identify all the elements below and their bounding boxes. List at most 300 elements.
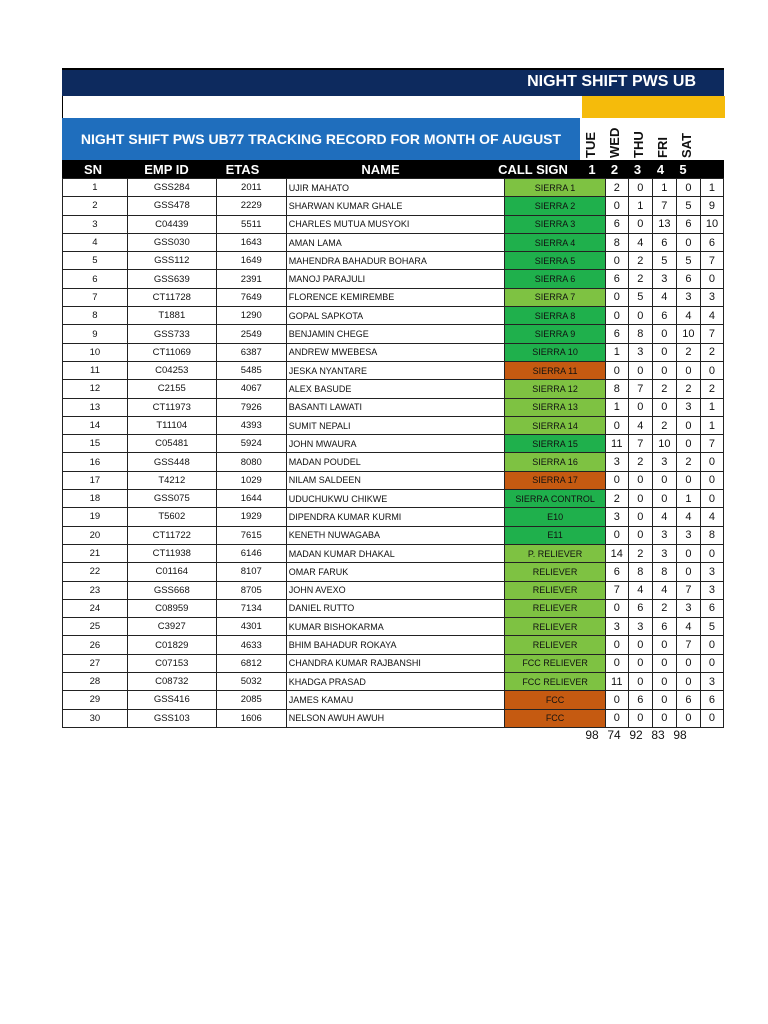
row-name: BENJAMIN CHEGE	[286, 325, 505, 343]
row-etas: 4633	[216, 636, 286, 654]
row-day-2: 4	[628, 581, 652, 599]
row-day-2: 2	[628, 544, 652, 562]
row-day-4: 4	[676, 508, 700, 526]
row-emp-id: C07153	[127, 654, 216, 672]
row-emp-id: C08959	[127, 599, 216, 617]
row-call-sign: FCC RELIEVER	[505, 654, 605, 672]
row-sn: 13	[63, 398, 128, 416]
spacer-row	[62, 96, 724, 118]
row-day-3: 2	[652, 380, 676, 398]
row-day-4: 4	[676, 618, 700, 636]
row-sn: 23	[63, 581, 128, 599]
row-name: CHANDRA KUMAR RAJBANSHI	[286, 654, 505, 672]
row-day-4: 0	[676, 673, 700, 691]
row-name: NELSON AWUH AWUH	[286, 709, 505, 727]
row-name: AMAN LAMA	[286, 233, 505, 251]
table-row	[63, 508, 724, 526]
row-day-3: 2	[652, 416, 676, 434]
row-emp-id: C2155	[127, 380, 216, 398]
row-call-sign: FCC RELIEVER	[505, 673, 605, 691]
table-row	[63, 398, 724, 416]
row-call-sign: RELIEVER	[505, 581, 605, 599]
row-day-3: 5	[652, 252, 676, 270]
col-emp-id: EMP ID	[144, 161, 189, 177]
row-call-sign: SIERRA 8	[505, 307, 605, 325]
row-day-1: 6	[605, 215, 628, 233]
row-call-sign: SIERRA 11	[505, 361, 605, 379]
row-day-1: 3	[605, 618, 628, 636]
row-etas: 8107	[216, 563, 286, 581]
row-etas: 6387	[216, 343, 286, 361]
column-header-row	[62, 160, 724, 178]
row-day-3: 3	[652, 544, 676, 562]
row-etas: 2011	[216, 179, 286, 197]
row-day-5: 0	[700, 654, 723, 672]
row-name: ANDREW MWEBESA	[286, 343, 505, 361]
row-emp-id: GSS639	[127, 270, 216, 288]
total-day-5: 98	[673, 727, 687, 742]
table-row	[63, 343, 724, 361]
total-day-2: 74	[607, 727, 621, 742]
row-day-2: 0	[628, 361, 652, 379]
row-day-4: 10	[676, 325, 700, 343]
row-day-4: 0	[676, 563, 700, 581]
row-emp-id: GSS103	[127, 709, 216, 727]
day-label-thu: THU	[631, 131, 646, 158]
row-etas: 6812	[216, 654, 286, 672]
row-day-3: 0	[652, 398, 676, 416]
row-emp-id: GSS075	[127, 490, 216, 508]
row-day-1: 2	[605, 490, 628, 508]
row-day-3: 1	[652, 179, 676, 197]
row-day-2: 0	[628, 490, 652, 508]
row-day-5: 0	[700, 709, 723, 727]
row-day-2: 0	[628, 179, 652, 197]
row-etas: 4067	[216, 380, 286, 398]
row-day-2: 0	[628, 673, 652, 691]
row-day-5: 0	[700, 544, 723, 562]
row-day-1: 8	[605, 380, 628, 398]
row-day-2: 0	[628, 709, 652, 727]
row-sn: 12	[63, 380, 128, 398]
row-sn: 2	[63, 197, 128, 215]
row-day-1: 14	[605, 544, 628, 562]
row-name: OMAR FARUK	[286, 563, 505, 581]
row-day-3: 7	[652, 197, 676, 215]
row-day-5: 7	[700, 435, 723, 453]
row-day-3: 6	[652, 233, 676, 251]
row-name: NILAM SALDEEN	[286, 471, 505, 489]
row-day-5: 4	[700, 508, 723, 526]
row-name: JESKA NYANTARE	[286, 361, 505, 379]
row-day-1: 0	[605, 361, 628, 379]
row-sn: 16	[63, 453, 128, 471]
table-row	[63, 307, 724, 325]
row-name: CHARLES MUTUA MUSYOKI	[286, 215, 505, 233]
row-call-sign: SIERRA CONTROL	[505, 490, 605, 508]
row-sn: 20	[63, 526, 128, 544]
table-row	[63, 453, 724, 471]
row-day-2: 2	[628, 252, 652, 270]
row-emp-id: GSS478	[127, 197, 216, 215]
row-name: ALEX BASUDE	[286, 380, 505, 398]
row-day-4: 3	[676, 599, 700, 617]
row-day-4: 0	[676, 416, 700, 434]
row-day-4: 6	[676, 270, 700, 288]
row-day-5: 8	[700, 526, 723, 544]
row-day-4: 6	[676, 215, 700, 233]
row-day-2: 4	[628, 416, 652, 434]
row-day-3: 0	[652, 343, 676, 361]
row-day-4: 0	[676, 709, 700, 727]
row-day-5: 0	[700, 490, 723, 508]
row-day-3: 0	[652, 673, 676, 691]
row-day-2: 6	[628, 599, 652, 617]
row-day-1: 0	[605, 636, 628, 654]
row-emp-id: GSS668	[127, 581, 216, 599]
row-day-2: 2	[628, 453, 652, 471]
day-label-fri: FRI	[655, 137, 670, 158]
row-day-2: 7	[628, 435, 652, 453]
row-day-2: 0	[628, 526, 652, 544]
top-title: NIGHT SHIFT PWS UB	[527, 73, 696, 90]
row-etas: 2229	[216, 197, 286, 215]
row-name: UJIR MAHATO	[286, 179, 505, 197]
row-name: GOPAL SAPKOTA	[286, 307, 505, 325]
row-day-5: 3	[700, 581, 723, 599]
row-call-sign: SIERRA 3	[505, 215, 605, 233]
row-day-2: 0	[628, 471, 652, 489]
row-day-1: 0	[605, 691, 628, 709]
row-day-2: 0	[628, 636, 652, 654]
row-day-1: 3	[605, 508, 628, 526]
row-etas: 4301	[216, 618, 286, 636]
table-row	[63, 691, 724, 709]
row-day-5: 7	[700, 252, 723, 270]
row-etas: 1649	[216, 252, 286, 270]
row-day-1: 8	[605, 233, 628, 251]
row-name: FLORENCE KEMIREMBE	[286, 288, 505, 306]
row-call-sign: SIERRA 17	[505, 471, 605, 489]
row-day-2: 0	[628, 508, 652, 526]
totals-row	[581, 728, 724, 742]
row-call-sign: SIERRA 13	[505, 398, 605, 416]
table-row	[63, 233, 724, 251]
row-call-sign: SIERRA 16	[505, 453, 605, 471]
row-day-4: 5	[676, 252, 700, 270]
row-etas: 2549	[216, 325, 286, 343]
day-label-sat: SAT	[679, 132, 694, 158]
row-name: KUMAR BISHOKARMA	[286, 618, 505, 636]
row-emp-id: GSS416	[127, 691, 216, 709]
row-etas: 1290	[216, 307, 286, 325]
row-day-2: 4	[628, 233, 652, 251]
row-sn: 14	[63, 416, 128, 434]
row-sn: 18	[63, 490, 128, 508]
row-day-5: 6	[700, 691, 723, 709]
row-etas: 2085	[216, 691, 286, 709]
row-day-1: 0	[605, 307, 628, 325]
row-emp-id: T1881	[127, 307, 216, 325]
row-name: JOHN MWAURA	[286, 435, 505, 453]
row-emp-id: C01164	[127, 563, 216, 581]
row-day-1: 0	[605, 654, 628, 672]
row-etas: 2391	[216, 270, 286, 288]
table-row	[63, 654, 724, 672]
row-name: SHARWAN KUMAR GHALE	[286, 197, 505, 215]
row-day-3: 0	[652, 471, 676, 489]
row-emp-id: C05481	[127, 435, 216, 453]
table-row	[63, 636, 724, 654]
row-emp-id: CT11938	[127, 544, 216, 562]
table-row	[63, 252, 724, 270]
row-day-3: 4	[652, 581, 676, 599]
row-day-2: 1	[628, 197, 652, 215]
row-day-3: 2	[652, 599, 676, 617]
row-sn: 5	[63, 252, 128, 270]
row-day-3: 10	[652, 435, 676, 453]
table-row	[63, 526, 724, 544]
total-day-1: 98	[585, 727, 599, 742]
row-day-4: 6	[676, 691, 700, 709]
row-day-3: 8	[652, 563, 676, 581]
row-sn: 26	[63, 636, 128, 654]
row-etas: 5485	[216, 361, 286, 379]
row-day-4: 0	[676, 654, 700, 672]
row-sn: 29	[63, 691, 128, 709]
row-sn: 24	[63, 599, 128, 617]
row-etas: 6146	[216, 544, 286, 562]
row-etas: 8705	[216, 581, 286, 599]
row-call-sign: SIERRA 1	[505, 179, 605, 197]
main-title: NIGHT SHIFT PWS UB77 TRACKING RECORD FOR MONTH OF AUGUST	[62, 118, 580, 160]
row-etas: 5924	[216, 435, 286, 453]
row-day-4: 0	[676, 179, 700, 197]
row-day-4: 5	[676, 197, 700, 215]
row-sn: 10	[63, 343, 128, 361]
row-etas: 1606	[216, 709, 286, 727]
table-row	[63, 435, 724, 453]
row-day-1: 0	[605, 526, 628, 544]
row-name: JOHN AVEXO	[286, 581, 505, 599]
row-emp-id: C01829	[127, 636, 216, 654]
row-emp-id: C04439	[127, 215, 216, 233]
table-row	[63, 490, 724, 508]
row-emp-id: T11104	[127, 416, 216, 434]
table-row	[63, 361, 724, 379]
row-day-4: 7	[676, 636, 700, 654]
row-day-2: 8	[628, 325, 652, 343]
row-day-5: 0	[700, 636, 723, 654]
row-emp-id: T4212	[127, 471, 216, 489]
row-name: JAMES KAMAU	[286, 691, 505, 709]
row-etas: 7649	[216, 288, 286, 306]
total-day-4: 83	[651, 727, 665, 742]
row-call-sign: FCC	[505, 709, 605, 727]
row-day-1: 0	[605, 471, 628, 489]
tracking-sheet	[62, 68, 724, 742]
table-row	[63, 471, 724, 489]
row-day-3: 0	[652, 325, 676, 343]
row-day-3: 0	[652, 691, 676, 709]
row-call-sign: SIERRA 9	[505, 325, 605, 343]
row-day-1: 0	[605, 599, 628, 617]
row-call-sign: SIERRA 2	[505, 197, 605, 215]
row-sn: 9	[63, 325, 128, 343]
row-sn: 28	[63, 673, 128, 691]
col-call-sign: CALL SIGN	[498, 161, 568, 177]
row-day-4: 7	[676, 581, 700, 599]
row-emp-id: CT11722	[127, 526, 216, 544]
row-day-4: 2	[676, 380, 700, 398]
row-sn: 1	[63, 179, 128, 197]
row-emp-id: CT11069	[127, 343, 216, 361]
row-day-4: 0	[676, 544, 700, 562]
row-sn: 30	[63, 709, 128, 727]
row-day-1: 3	[605, 453, 628, 471]
row-sn: 11	[63, 361, 128, 379]
table-row	[63, 581, 724, 599]
row-sn: 8	[63, 307, 128, 325]
col-etas: ETAS	[225, 161, 260, 177]
row-day-5: 3	[700, 673, 723, 691]
row-day-4: 1	[676, 490, 700, 508]
row-name: SUMIT NEPALI	[286, 416, 505, 434]
col-day-2: 2	[610, 161, 619, 177]
table-row	[63, 673, 724, 691]
col-sn: SN	[83, 161, 103, 177]
row-day-3: 3	[652, 526, 676, 544]
row-day-4: 0	[676, 435, 700, 453]
row-day-2: 8	[628, 563, 652, 581]
row-name: UDUCHUKWU CHIKWE	[286, 490, 505, 508]
row-sn: 25	[63, 618, 128, 636]
col-day-3: 3	[633, 161, 642, 177]
row-day-3: 4	[652, 508, 676, 526]
row-sn: 6	[63, 270, 128, 288]
row-day-5: 6	[700, 599, 723, 617]
row-day-4: 3	[676, 398, 700, 416]
row-day-5: 0	[700, 361, 723, 379]
row-sn: 21	[63, 544, 128, 562]
table-row	[63, 599, 724, 617]
row-day-3: 3	[652, 453, 676, 471]
row-day-1: 7	[605, 581, 628, 599]
row-etas: 1929	[216, 508, 286, 526]
row-day-2: 5	[628, 288, 652, 306]
title-row	[62, 118, 724, 160]
row-day-5: 10	[700, 215, 723, 233]
row-etas: 7926	[216, 398, 286, 416]
row-emp-id: T5602	[127, 508, 216, 526]
row-day-1: 11	[605, 673, 628, 691]
row-day-4: 3	[676, 526, 700, 544]
table-row	[63, 325, 724, 343]
table-row	[63, 215, 724, 233]
row-call-sign: RELIEVER	[505, 563, 605, 581]
row-day-5: 7	[700, 325, 723, 343]
row-emp-id: CT11728	[127, 288, 216, 306]
row-call-sign: FCC	[505, 691, 605, 709]
col-name: NAME	[361, 161, 400, 177]
row-day-2: 0	[628, 398, 652, 416]
row-day-5: 1	[700, 398, 723, 416]
row-emp-id: GSS112	[127, 252, 216, 270]
table-row	[63, 563, 724, 581]
row-day-4: 0	[676, 361, 700, 379]
table-row	[63, 179, 724, 197]
col-day-4: 4	[656, 161, 665, 177]
row-name: MAHENDRA BAHADUR BOHARA	[286, 252, 505, 270]
row-sn: 15	[63, 435, 128, 453]
row-day-5: 1	[700, 416, 723, 434]
row-sn: 4	[63, 233, 128, 251]
row-etas: 1643	[216, 233, 286, 251]
row-day-5: 3	[700, 563, 723, 581]
row-day-1: 0	[605, 197, 628, 215]
row-day-2: 6	[628, 691, 652, 709]
top-banner	[62, 68, 724, 96]
table-row	[63, 380, 724, 398]
row-sn: 19	[63, 508, 128, 526]
row-day-2: 2	[628, 270, 652, 288]
row-sn: 3	[63, 215, 128, 233]
row-day-4: 0	[676, 471, 700, 489]
row-day-4: 0	[676, 233, 700, 251]
table-row	[63, 544, 724, 562]
row-day-3: 6	[652, 307, 676, 325]
row-day-5: 1	[700, 179, 723, 197]
row-etas: 8080	[216, 453, 286, 471]
row-call-sign: SIERRA 6	[505, 270, 605, 288]
row-call-sign: RELIEVER	[505, 618, 605, 636]
row-sn: 7	[63, 288, 128, 306]
row-emp-id: C08732	[127, 673, 216, 691]
row-day-5: 4	[700, 307, 723, 325]
row-call-sign: RELIEVER	[505, 636, 605, 654]
row-day-1: 1	[605, 398, 628, 416]
row-day-5: 9	[700, 197, 723, 215]
row-day-1: 6	[605, 270, 628, 288]
row-name: DIPENDRA KUMAR KURMI	[286, 508, 505, 526]
row-day-5: 3	[700, 288, 723, 306]
highlight-bar	[582, 96, 725, 118]
row-day-1: 0	[605, 252, 628, 270]
row-name: BHIM BAHADUR ROKAYA	[286, 636, 505, 654]
row-name: MADAN KUMAR DHAKAL	[286, 544, 505, 562]
row-emp-id: C04253	[127, 361, 216, 379]
row-day-2: 0	[628, 307, 652, 325]
table-row	[63, 288, 724, 306]
row-day-5: 6	[700, 233, 723, 251]
row-day-5: 0	[700, 270, 723, 288]
row-day-3: 3	[652, 270, 676, 288]
row-sn: 22	[63, 563, 128, 581]
row-name: BASANTI LAWATI	[286, 398, 505, 416]
row-emp-id: GSS030	[127, 233, 216, 251]
row-call-sign: E10	[505, 508, 605, 526]
row-call-sign: SIERRA 12	[505, 380, 605, 398]
row-emp-id: GSS733	[127, 325, 216, 343]
row-day-4: 4	[676, 307, 700, 325]
row-day-1: 0	[605, 416, 628, 434]
row-day-4: 3	[676, 288, 700, 306]
day-label-tue: TUE	[583, 132, 598, 158]
row-call-sign: SIERRA 4	[505, 233, 605, 251]
row-call-sign: SIERRA 10	[505, 343, 605, 361]
row-etas: 7134	[216, 599, 286, 617]
row-etas: 1029	[216, 471, 286, 489]
